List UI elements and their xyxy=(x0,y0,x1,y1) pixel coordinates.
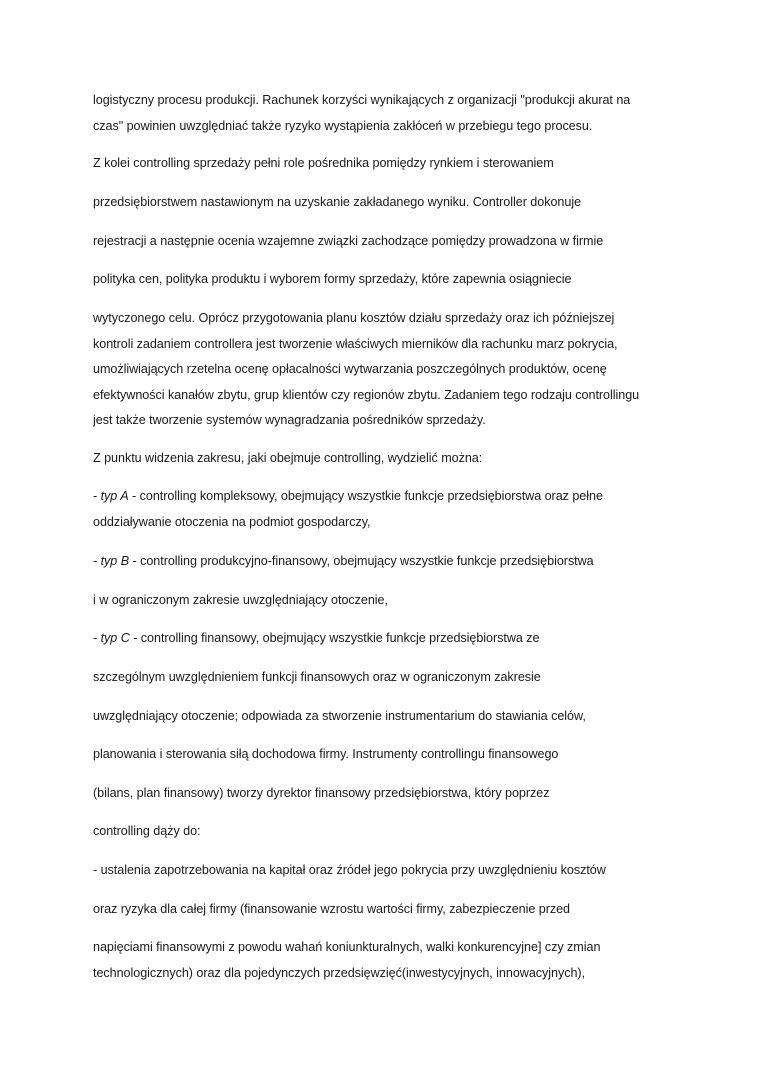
type-label: typ C xyxy=(100,631,130,645)
list-dash: - xyxy=(93,554,101,568)
text-line: - ustalenia zapotrzebowania na kapitał oraz źródeł jego pokrycia przy uwzględnieniu kosztów xyxy=(93,863,606,877)
text-line: szczególnym uwzględnieniem funkcji finansowych oraz w ograniczonym zakresie xyxy=(93,670,541,684)
text-line: logistyczny procesu produkcji. Rachunek korzyści wynikających z organizacji "produkcji akurat na xyxy=(93,93,631,107)
text-line: uwzględniający otoczenie; odpowiada za stworzenie instrumentarium do stawiania celów, xyxy=(93,709,586,723)
type-description: - controlling kompleksowy, obejmujący wszystkie funkcje przedsiębiorstwa oraz pełne xyxy=(128,489,603,503)
text-line: controlling dąży do: xyxy=(93,824,201,838)
type-label: typ B xyxy=(100,554,130,568)
text-line: oraz ryzyka dla całej firmy (finansowanie wzrostu wartości firmy, zabezpieczenie przed xyxy=(93,902,571,916)
text-line: przedsiębiorstwem nastawionym na uzyskanie zakładanego wyniku. Controller dokonuje xyxy=(93,195,582,209)
text-line: Z kolei controlling sprzedaży pełni role pośrednika pomiędzy rynkiem i sterowaniem xyxy=(93,156,554,170)
text-line: kontroli zadaniem controllera jest tworzenie właściwych mierników dla rachunku marz pokrycia, xyxy=(93,337,618,351)
text-line: umożliwiających rzetelna ocenę opłacalności wytwarzania poszczególnych produktów, ocenę xyxy=(93,362,607,376)
text-line: i w ograniczonym zakresie uwzględniający otoczenie, xyxy=(93,593,388,607)
text-line: (bilans, plan finansowy) tworzy dyrektor finansowy przedsiębiorstwa, który poprzez xyxy=(93,786,550,800)
text-line: czas" powinien uwzględniać także ryzyko wystąpienia zakłóceń w przebiegu tego procesu. xyxy=(93,119,593,133)
text-line: technologicznych) oraz dla pojedynczych przedsięwzięć(inwestycyjnych, innowacyjnych), xyxy=(93,966,586,980)
type-description: - controlling produkcyjno-finansowy, obejmujący wszystkie funkcje przedsiębiorstwa xyxy=(129,554,594,568)
list-item-type-a xyxy=(93,488,693,504)
text-line: jest także tworzenie systemów wynagradzania pośredników sprzedaży. xyxy=(93,413,486,427)
text-line: wytyczonego celu. Oprócz przygotowania planu kosztów działu sprzedaży oraz ich późniejszej xyxy=(93,311,615,325)
text-line: Z punktu widzenia zakresu, jaki obejmuje controlling, wydzielić można: xyxy=(93,451,483,465)
type-label: typ A xyxy=(100,489,129,503)
text-line: efektywności kanałów zbytu, grup klientów czy regionów zbytu. Zadaniem tego rodzaju controllingu xyxy=(93,388,640,402)
list-dash: - xyxy=(93,631,101,645)
text-line: rejestracji a następnie ocenia wzajemne związki zachodzące pomiędzy prowadzona w firmie xyxy=(93,234,604,248)
list-dash: - xyxy=(93,489,101,503)
text-line: polityka cen, polityka produktu i wyborem formy sprzedaży, które zapewnia osiągniecie xyxy=(93,272,572,286)
list-item-type-b xyxy=(93,553,693,569)
list-item-type-c xyxy=(93,630,693,646)
text-line: planowania i sterowania siłą dochodowa firmy. Instrumenty controllingu finansowego xyxy=(93,747,559,761)
text-line: napięciami finansowymi z powodu wahań koniunkturalnych, walki konkurencyjne] czy zmian xyxy=(93,940,601,954)
type-description: - controlling finansowy, obejmujący wszystkie funkcje przedsiębiorstwa ze xyxy=(129,631,540,645)
text-line: oddziaływanie otoczenia na podmiot gospodarczy, xyxy=(93,515,371,529)
